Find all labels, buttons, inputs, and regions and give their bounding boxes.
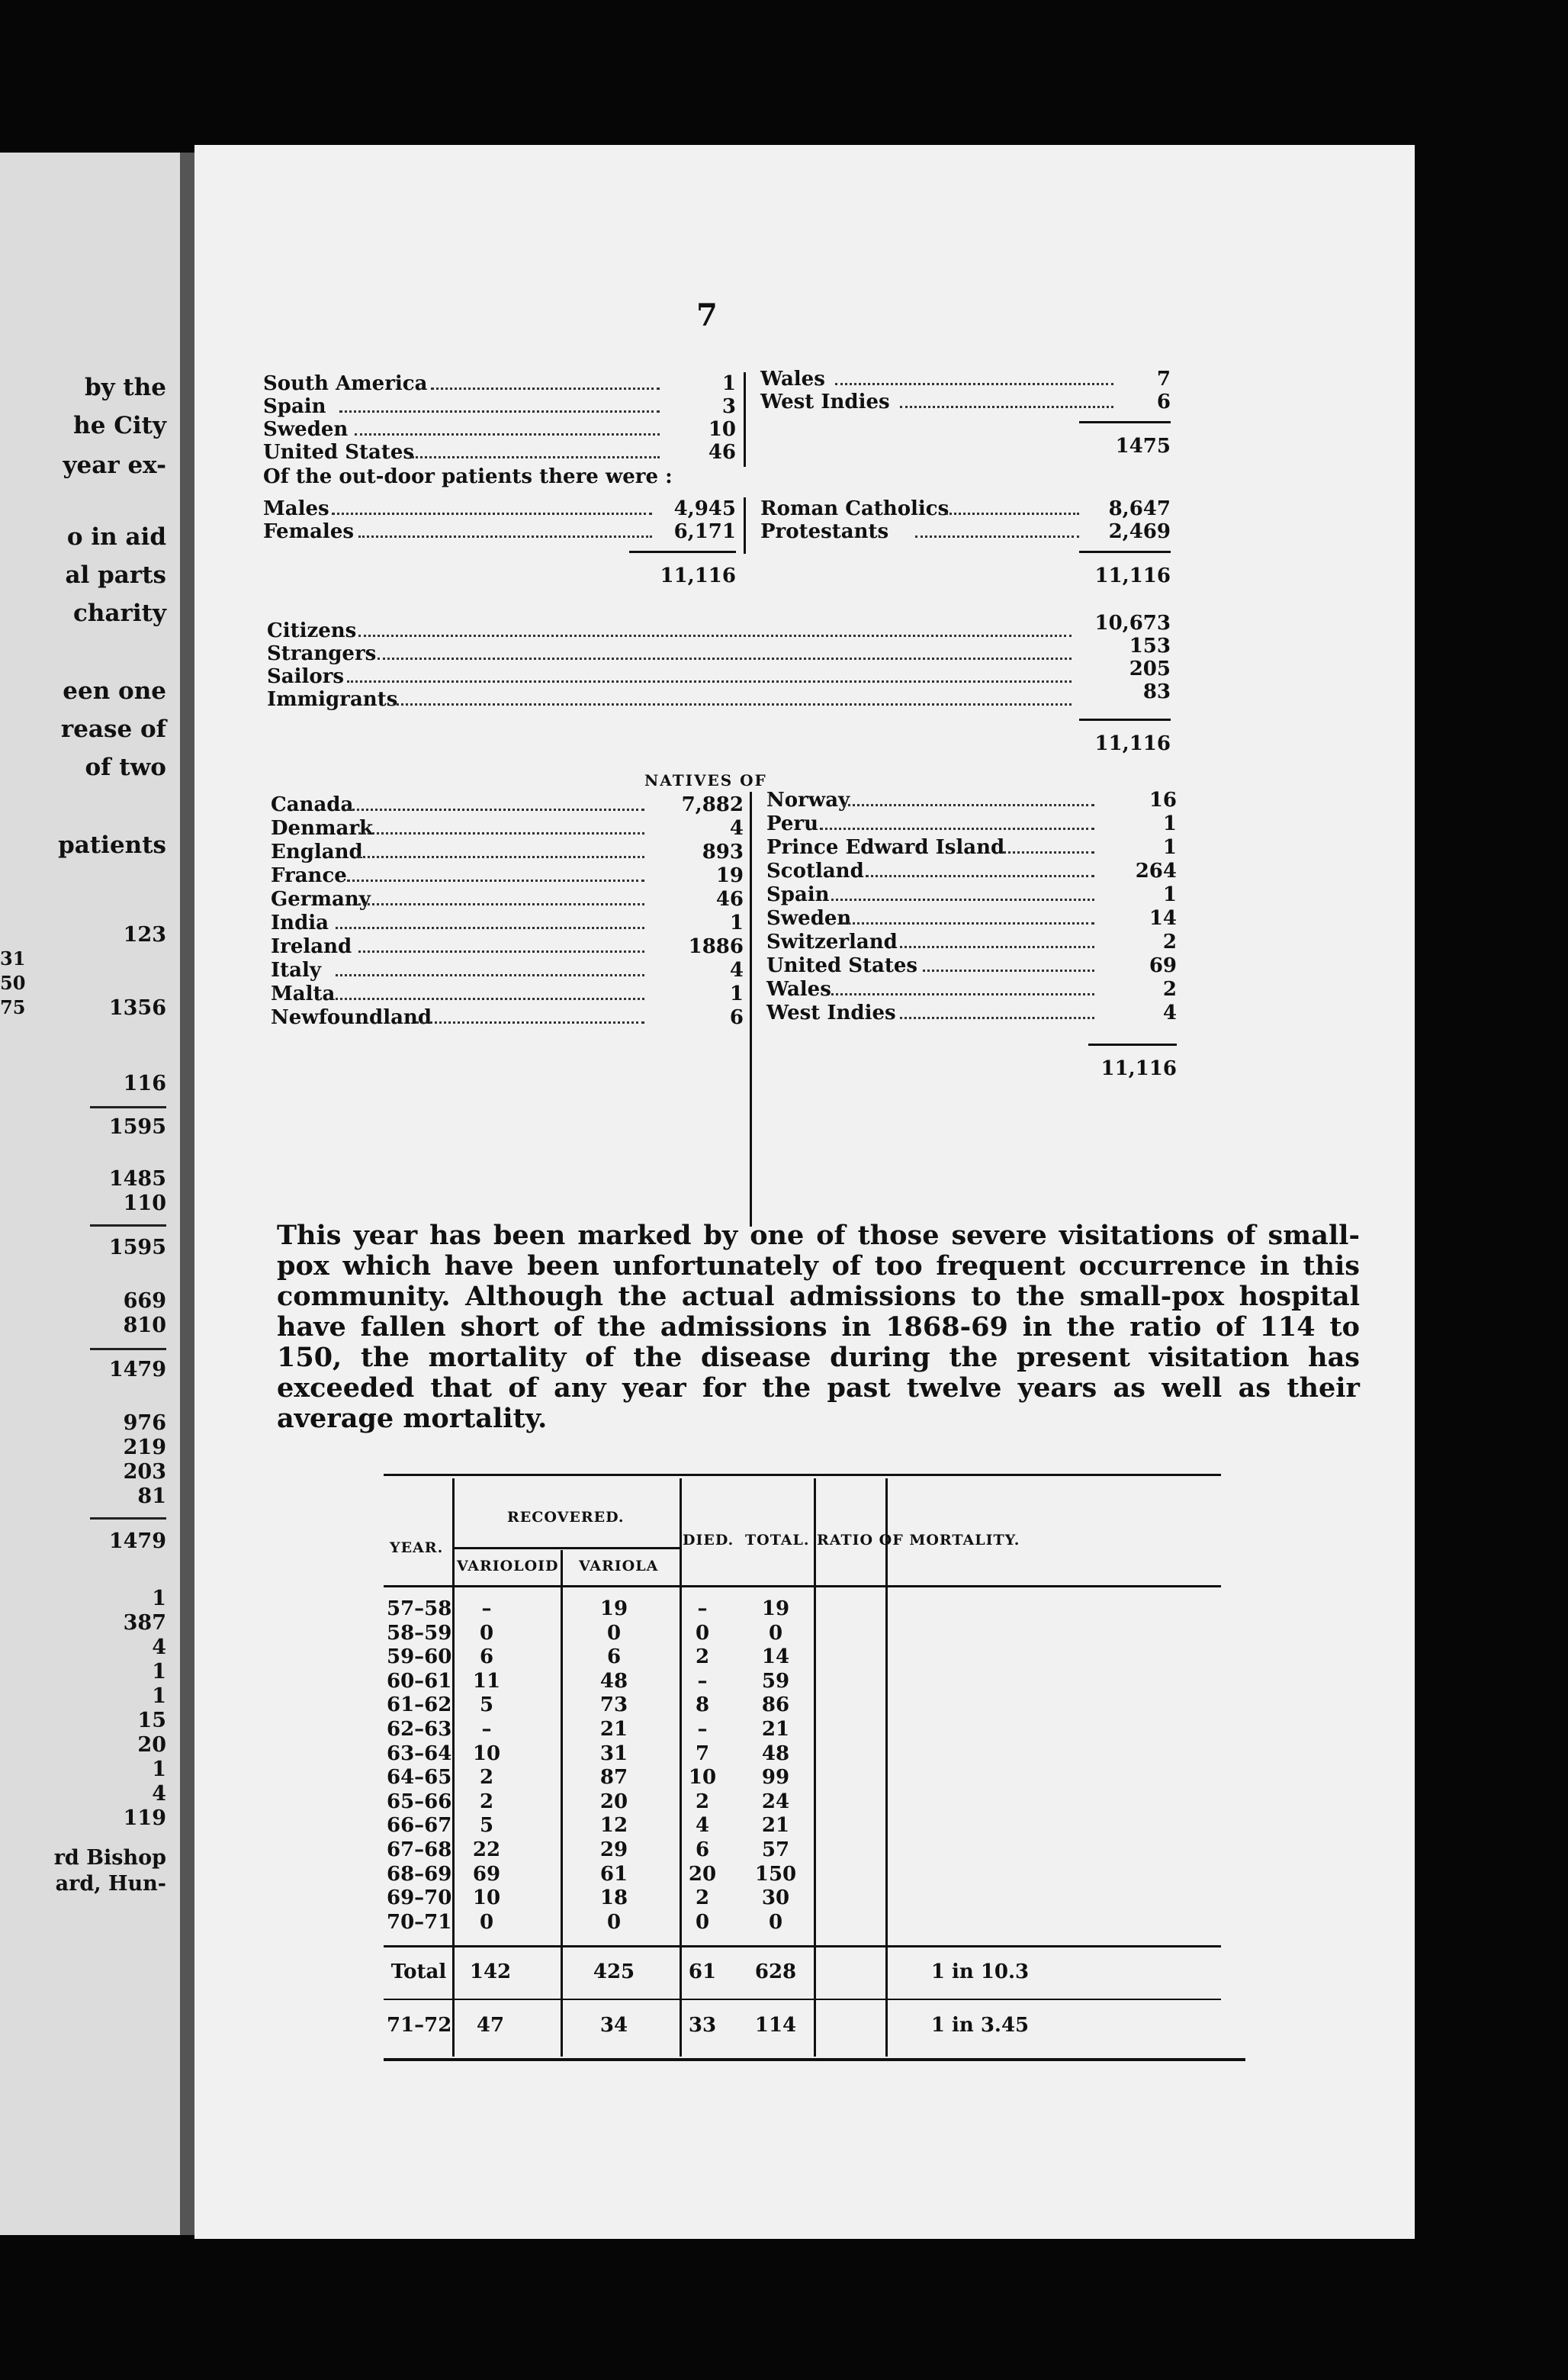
list-item-label: Spain [766,883,830,906]
facing-number: 1356 [108,996,166,1020]
table-cell: 1 in 10.3 [930,1960,1030,1983]
list-item-label: Citizens [267,619,357,642]
list-item-value: 6 [729,1006,744,1029]
table-cell: 69 [472,1862,501,1886]
list-item-label: Newfoundland [271,1006,432,1029]
list-item-label: South America [263,372,428,395]
leader-dots [358,856,644,858]
list-item-label: Denmark [271,817,374,840]
table-cell: 62–63 [387,1718,452,1741]
facing-number: 203 [123,1460,166,1484]
table-cell: 34 [599,2014,628,2037]
column-header: TOTAL. [745,1532,810,1549]
list-item-value: 2,469 [1108,520,1171,543]
table-cell: 67–68 [387,1838,452,1861]
table-cell: 30 [761,1886,790,1910]
table-cell: 7 [695,1742,710,1765]
list-item-value: 1886 [688,935,744,958]
facing-number: 1479 [108,1529,166,1553]
table-cell: 2 [695,1790,710,1813]
leader-dots [1003,851,1094,854]
facing-number: 1 [152,1587,166,1610]
table-cell: 61 [599,1862,628,1886]
table-cell: Total [390,1960,447,1983]
facing-number: 1595 [108,1236,166,1259]
facing-number: 810 [123,1314,166,1337]
facing-number: 1595 [108,1115,166,1139]
list-item-value: 4 [729,817,744,840]
list-item-value: 7 [1156,368,1171,391]
list-item-value: 1 [1162,836,1177,859]
leader-dots [416,1021,644,1024]
table-cell: 20 [688,1862,717,1886]
table-cell: 12 [599,1814,628,1838]
table-cell: 8 [695,1693,710,1717]
section-heading: NATIVES OF [644,771,767,790]
list-item-value: 46 [715,888,744,911]
list-item-label: Immigrants [267,688,398,711]
facing-number: 81 [137,1484,166,1508]
table-cell: 64–65 [387,1766,452,1790]
table-cell: 73 [599,1693,628,1717]
table-cell: 10 [472,1886,501,1910]
list-item-label: Wales [760,368,825,391]
facing-number: 387 [123,1611,166,1635]
column-header: VARIOLOID [457,1558,559,1574]
table-cell: 114 [754,2014,797,2037]
leader-dots [336,974,644,976]
table-cell: 31 [599,1742,628,1765]
list-item-label: England [271,841,363,864]
list-item-value: 69 [1149,954,1177,977]
list-item-value: 6,171 [673,520,736,543]
facing-number: 20 [137,1733,166,1757]
table-cell: – [697,1597,708,1620]
list-item-value: 6 [1156,391,1171,413]
list-item-value: 2 [1162,978,1177,1001]
list-item-label: Spain [263,395,326,418]
leader-dots [900,946,1094,948]
table-cell: 628 [754,1960,797,1983]
leader-dots [336,927,644,929]
list-total: 11,116 [660,564,736,587]
list-item-value: 1 [1162,883,1177,906]
table-cell: 0 [606,1910,622,1934]
facing-number: 31 [0,947,26,970]
table-cell: 29 [599,1838,628,1861]
table-cell: – [697,1718,708,1741]
leader-dots [347,880,644,882]
facing-line: rd Bishop [53,1846,166,1870]
table-cell: 150 [754,1862,797,1886]
table-cell: 87 [599,1766,628,1790]
table-cell: 21 [761,1814,790,1838]
list-item-value: 7,882 [681,793,744,816]
list-item-label: West Indies [766,1002,896,1024]
table-cell: 19 [599,1597,628,1620]
table-cell: 0 [606,1621,622,1645]
table-cell: 68–69 [387,1862,452,1886]
facing-page [0,153,180,2235]
list-item-value: 14 [1149,907,1177,930]
section-heading: Of the out-door patients there were : [263,465,673,488]
table-cell: 66–67 [387,1814,452,1838]
table-cell: 0 [479,1621,494,1645]
table-cell: 57 [761,1838,790,1861]
facing-number: 116 [123,1072,166,1095]
column-header: VARIOLA [579,1558,659,1574]
column-header: YEAR. [390,1539,444,1556]
table-cell: 0 [768,1621,783,1645]
table-cell: 6 [479,1645,494,1669]
facing-line: een one [63,677,166,705]
table-cell: 99 [761,1766,790,1790]
list-item-label: Germany [271,888,371,911]
facing-number: 50 [0,972,26,994]
facing-line: o in aid [66,523,166,551]
leader-dots [358,903,644,905]
list-item-value: 46 [708,441,736,464]
table-cell: 47 [476,2014,505,2037]
leader-dots [843,922,1094,925]
leader-dots [900,1017,1094,1019]
list-item-label: Sweden [263,418,349,441]
table-cell: 0 [479,1910,494,1934]
list-item-value: 205 [1129,658,1171,680]
table-cell: 4 [695,1814,710,1838]
column-header: DIED. [683,1532,734,1549]
leader-dots [923,970,1094,972]
leader-dots [866,875,1094,877]
column-header: RECOVERED. [507,1509,625,1526]
list-item-label: India [271,912,329,934]
list-item-value: 1 [721,372,736,395]
list-item-label: Sailors [267,665,345,688]
table-cell: 0 [768,1910,783,1934]
facing-line: by the [84,374,166,401]
table-cell: 1 in 3.45 [930,2014,1030,2037]
facing-number: 123 [123,923,166,947]
list-item-value: 3 [721,395,736,418]
facing-line: year ex- [63,452,166,479]
list-item-value: 10,673 [1094,612,1171,635]
table-cell: – [481,1597,492,1620]
facing-line: patients [58,831,166,859]
facing-number: 1 [152,1758,166,1781]
list-item-value: 4,945 [673,497,736,520]
list-item-label: United States [766,954,918,977]
table-cell: 425 [593,1960,635,1983]
list-item-value: 8,647 [1108,497,1171,520]
list-item-value: 2 [1162,931,1177,954]
list-item-label: Switzerland [766,931,898,954]
page-number: 7 [696,298,718,333]
list-item-label: Roman Catholics [760,497,949,520]
list-item-value: 4 [729,959,744,982]
table-cell: 0 [695,1910,710,1934]
list-item-value: 153 [1129,635,1171,658]
list-item-label: United States [263,441,415,464]
table-cell: 65–66 [387,1790,452,1813]
leader-dots [336,998,644,1000]
table-cell: 10 [688,1766,717,1790]
list-item-value: 19 [715,864,744,887]
facing-line: rease of [60,716,166,743]
table-cell: 2 [695,1886,710,1910]
table-cell: 61–62 [387,1693,452,1717]
facing-number: 1 [152,1684,166,1708]
table-cell: 70–71 [387,1910,452,1934]
list-item-label: Scotland [766,860,864,883]
table-cell: – [697,1669,708,1693]
table-cell: 61 [688,1960,717,1983]
table-cell: 71–72 [387,2014,452,2037]
leader-dots [820,828,1094,830]
table-cell: 60–61 [387,1669,452,1693]
table-cell: 59 [761,1669,790,1693]
list-item-label: Prince Edward Island [766,836,1005,859]
list-item-label: Peru [766,812,818,835]
facing-line: al parts [65,561,166,589]
list-total: 11,116 [1094,564,1171,587]
facing-number: 1 [152,1660,166,1684]
list-item-label: Wales [766,978,831,1001]
list-item-label: Males [263,497,329,520]
list-item-value: 16 [1149,789,1177,812]
facing-number: 110 [123,1192,166,1215]
table-cell: 20 [599,1790,628,1813]
table-cell: 6 [606,1645,622,1669]
leader-dots [843,804,1094,806]
table-cell: 22 [472,1838,501,1861]
table-cell: 24 [761,1790,790,1813]
table-cell: 2 [479,1790,494,1813]
facing-number: 15 [137,1709,166,1732]
table-cell: 2 [479,1766,494,1790]
facing-number: 4 [152,1635,166,1659]
list-item-value: 893 [702,841,744,864]
table-cell: 11 [472,1669,501,1693]
list-item-value: 1 [1162,812,1177,835]
list-item-label: Protestants [760,520,889,543]
table-cell: 59–60 [387,1645,452,1669]
facing-line: of two [85,754,166,781]
table-cell: 19 [761,1597,790,1620]
facing-number: 75 [0,996,26,1018]
leader-dots [358,832,644,835]
table-cell: 48 [599,1669,628,1693]
list-item-label: Sweden [766,907,852,930]
list-item-label: Canada [271,793,354,816]
table-cell: 48 [761,1742,790,1765]
table-cell: 21 [599,1718,628,1741]
leader-dots [831,899,1094,901]
table-cell: 63–64 [387,1742,452,1765]
table-cell: 18 [599,1886,628,1910]
leader-dots [831,993,1094,995]
table-cell: 86 [761,1693,790,1717]
list-item-value: 4 [1162,1002,1177,1024]
facing-number: 976 [123,1411,166,1435]
facing-number: 1479 [108,1358,166,1381]
list-total: 11,116 [1094,732,1171,755]
list-total: 1475 [1115,435,1171,458]
table-cell: 2 [695,1645,710,1669]
table-cell: 69–70 [387,1886,452,1910]
facing-number: 119 [123,1806,166,1830]
table-cell: 142 [469,1960,512,1983]
page [194,145,1415,2239]
facing-line: charity [73,600,166,627]
facing-line: ard, Hun- [55,1872,166,1896]
facing-number: 669 [123,1289,166,1313]
facing-number: 4 [152,1782,166,1806]
facing-line: he City [73,412,166,439]
list-item-label: France [271,864,347,887]
list-item-label: Italy [271,959,322,982]
list-item-label: Malta [271,983,336,1005]
column-header: RATIO OF MORTALITY. [817,1532,1020,1549]
paragraph: This year has been marked by one of those severe visitations of small-pox which have been unfortunately of too frequent occurrence in this community. Although the actual admissions to the small-pox hospital have fallen short of the admissions in 1868-69 in the ratio of 114 to 150, the mortality of the disease during the present visitation has exceeded that of any year for the past twelve years as well as their average mortality. [277,1220,1360,1434]
list-item-value: 1 [729,912,744,934]
leader-dots [347,809,644,811]
list-item-label: Norway [766,789,850,812]
table-cell: 5 [479,1814,494,1838]
table-cell: 57–58 [387,1597,452,1620]
list-total: 11,116 [1100,1057,1177,1080]
list-item-value: 83 [1142,680,1171,703]
table-cell: 58–59 [387,1621,452,1645]
list-item-value: 1 [729,983,744,1005]
list-item-label: Females [263,520,354,543]
table-cell: 33 [688,2014,717,2037]
list-item-label: Ireland [271,935,352,958]
table-cell: 0 [695,1621,710,1645]
list-item-value: 10 [708,418,736,441]
list-item-label: Strangers [267,642,377,665]
leader-dots [358,950,644,953]
list-item-label: West Indies [760,391,890,413]
list-item-value: 264 [1135,860,1177,883]
table-cell: 21 [761,1718,790,1741]
facing-number: 1485 [108,1167,166,1191]
facing-number: 219 [123,1436,166,1459]
table-cell: 6 [695,1838,710,1861]
table-cell: – [481,1718,492,1741]
table-cell: 14 [761,1645,790,1669]
table-cell: 5 [479,1693,494,1717]
table-cell: 10 [472,1742,501,1765]
